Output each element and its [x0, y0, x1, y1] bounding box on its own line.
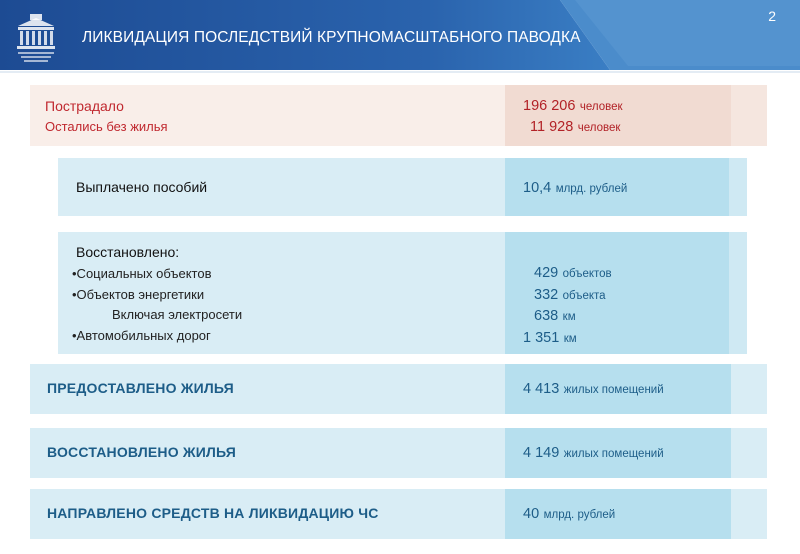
housing-provided-label: ПРЕДОСТАВЛЕНО ЖИЛЬЯ — [47, 380, 234, 396]
restored-value: 332 объекта — [534, 287, 606, 303]
housing-restored-row — [30, 428, 767, 478]
restored-row — [58, 232, 747, 354]
restored-heading: Восстановлено: — [76, 244, 180, 260]
affected-label: Пострадало — [45, 98, 124, 114]
affected-value: 196 206 человек — [523, 98, 623, 114]
funds-label: НАПРАВЛЕНО СРЕДСТВ НА ЛИКВИДАЦИЮ ЧС — [47, 505, 379, 521]
homeless-value: 11 928 человек — [530, 119, 621, 135]
housing-restored-value: 4 149 жилых помещений — [523, 445, 664, 461]
restored-value: 638 км — [534, 308, 576, 324]
funds-value: 40 млрд. рублей — [523, 506, 616, 522]
housing-restored-label: ВОССТАНОВЛЕНО ЖИЛЬЯ — [47, 444, 237, 460]
homeless-label: Остались без жилья — [45, 119, 168, 134]
page-title: ЛИКВИДАЦИЯ ПОСЛЕДСТВИЙ КРУПНОМАСШТАБНОГО ПАВОДКА — [82, 29, 581, 46]
list-item: •Автомобильных дорог — [72, 328, 211, 343]
benefits-row — [58, 158, 747, 216]
funds-row — [30, 489, 767, 539]
housing-provided-row — [30, 364, 767, 414]
benefits-label: Выплачено пособий — [76, 179, 208, 195]
header — [0, 0, 800, 75]
list-item: Включая электросети — [112, 307, 243, 322]
value-column — [505, 85, 731, 146]
government-building-emblem-icon — [12, 12, 60, 64]
restored-value: 429 объектов — [534, 265, 612, 281]
page-number: 2 — [768, 8, 776, 24]
affected-row — [30, 85, 767, 146]
benefits-value: 10,4 млрд. рублей — [523, 180, 628, 196]
housing-provided-value: 4 413 жилых помещений — [523, 381, 664, 397]
list-item: •Объектов энергетики — [72, 287, 205, 302]
list-item: •Социальных объектов — [72, 266, 212, 281]
restored-value: 1 351 км — [523, 330, 577, 346]
